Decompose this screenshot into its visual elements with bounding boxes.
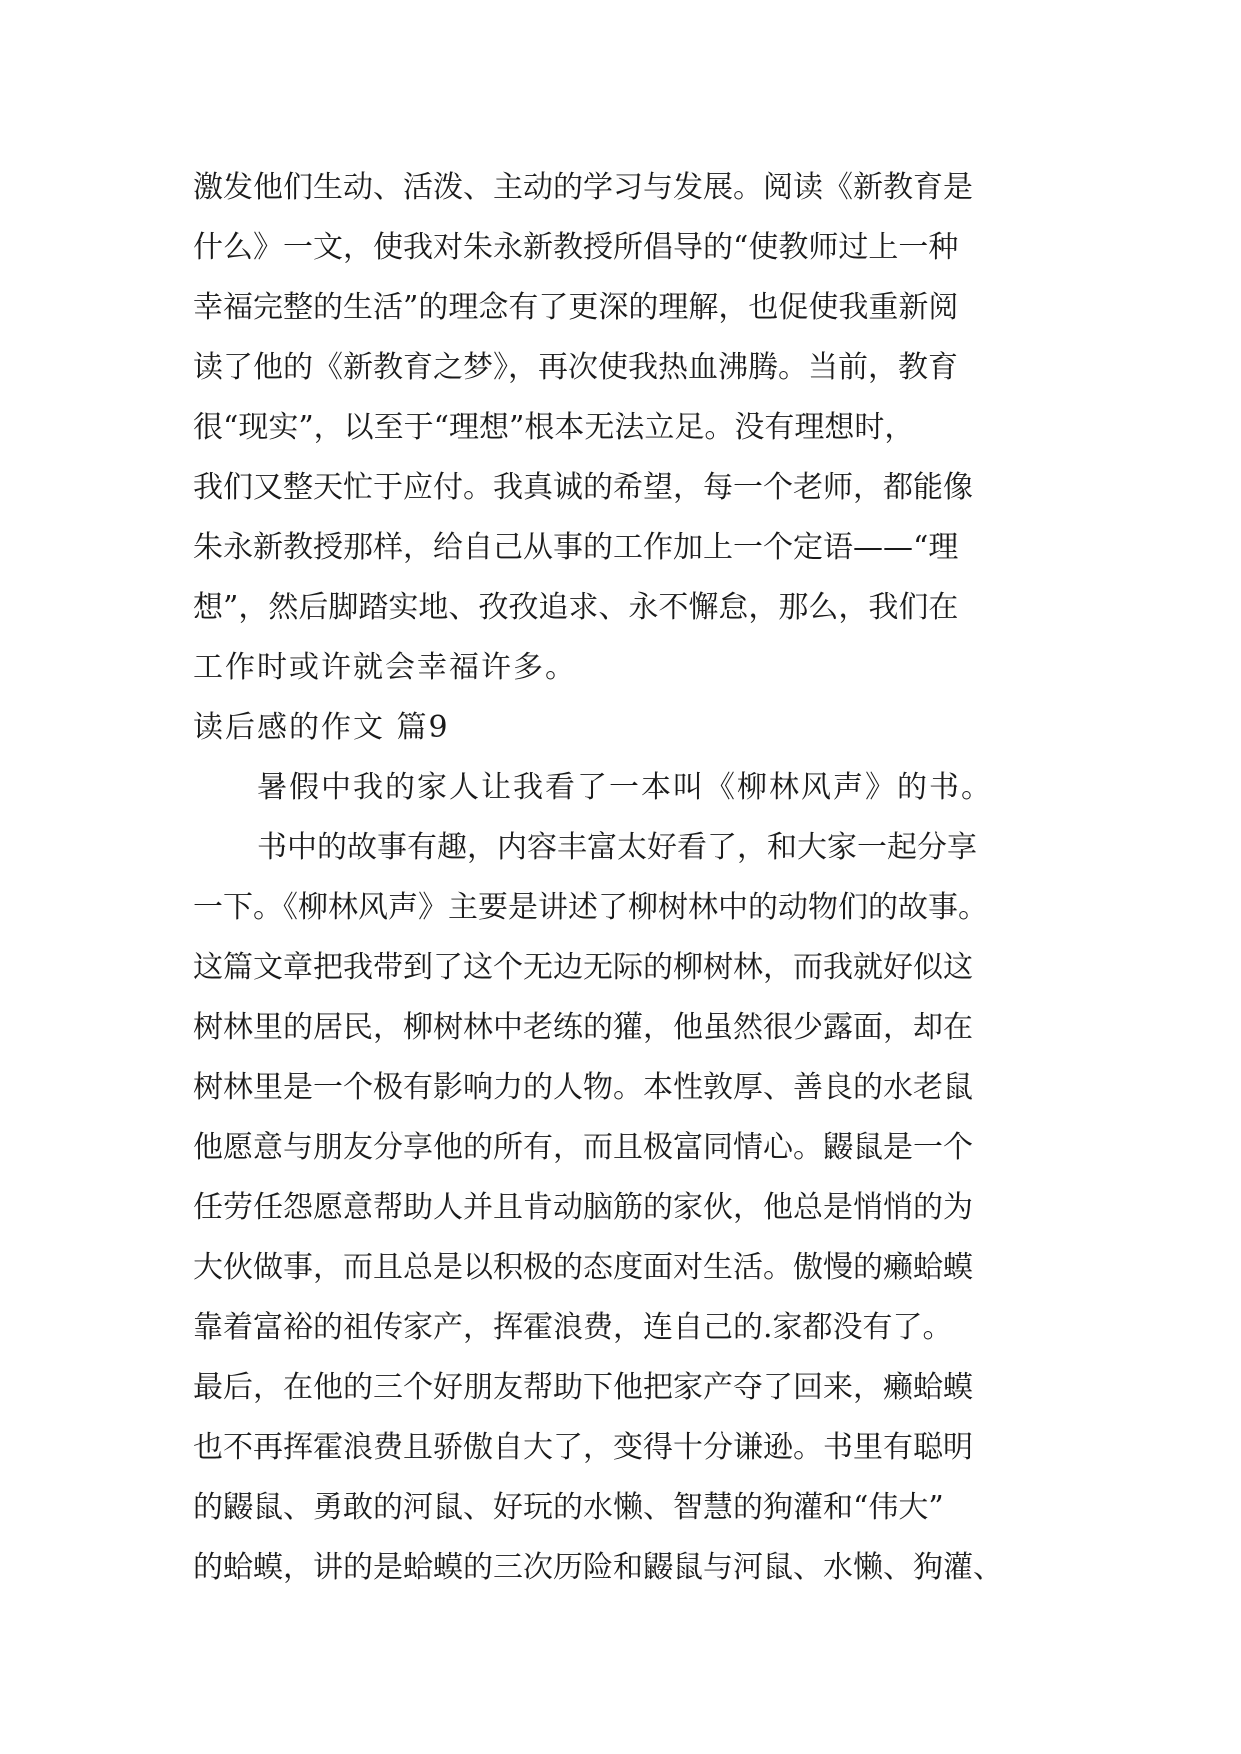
text-line: 也不再挥霍浪费且骄傲自大了，变得十分谦逊。书里有聪明 [193, 1430, 973, 1465]
text-line: 书中的故事有趣，内容丰富太好看了，和大家一起分享 [257, 830, 977, 865]
text-line: 最后，在他的三个好朋友帮助下他把家产夺了回来，癞蛤蟆 [193, 1370, 973, 1405]
text-line: 一下。《柳林风声》主要是讲述了柳树林中的动物们的故事。 [193, 890, 988, 925]
text-line: 幸福完整的生活”的理念有了更深的理解，也促使我重新阅 [193, 290, 959, 325]
text-line: 工作时或许就会幸福许多。 [193, 650, 577, 685]
body-text [193, 158, 1063, 1598]
text-line: 靠着富裕的祖传家产，挥霍浪费，连自己的.家都没有了。 [193, 1310, 953, 1345]
text-line: 的鼹鼠、勇敢的河鼠、好玩的水懒、智慧的狗灌和“伟大” [193, 1490, 944, 1525]
text-line: 树林里的居民，柳树林中老练的獾，他虽然很少露面，却在 [193, 1010, 973, 1045]
text-line: 什么》一文，使我对朱永新教授所倡导的“使教师过上一种 [193, 230, 959, 265]
section-heading: 读后感的作文 篇9 [193, 710, 450, 745]
text-line: 他愿意与朋友分享他的所有，而且极富同情心。鼹鼠是一个 [193, 1130, 973, 1165]
text-line: 大伙做事，而且总是以积极的态度面对生活。傲慢的癞蛤蟆 [193, 1250, 973, 1285]
text-line: 很“现实”，以至于“理想”根本无法立足。没有理想时， [193, 410, 915, 445]
text-line: 任劳任怨愿意帮助人并且肯动脑筋的家伙，他总是悄悄的为 [193, 1190, 973, 1225]
text-line: 暑假中我的家人让我看了一本叫《柳林风声》的书。 [257, 770, 993, 805]
text-line: 读了他的《新教育之梦》，再次使我热血沸腾。当前，教育 [193, 350, 958, 385]
text-line: 的蛤蟆，讲的是蛤蟆的三次历险和鼹鼠与河鼠、水懒、狗灌、 [193, 1550, 1003, 1585]
text-line: 这篇文章把我带到了这个无边无际的柳树林，而我就好似这 [193, 950, 973, 985]
text-line: 激发他们生动、活泼、主动的学习与发展。阅读《新教育是 [193, 170, 973, 205]
text-line: 我们又整天忙于应付。我真诚的希望，每一个老师，都能像 [193, 470, 973, 505]
text-line: 朱永新教授那样，给自己从事的工作加上一个定语——“理 [193, 530, 959, 565]
text-line: 想”，然后脚踏实地、孜孜追求、永不懈怠，那么，我们在 [193, 590, 959, 625]
text-line: 树林里是一个极有影响力的人物。本性敦厚、善良的水老鼠 [193, 1070, 973, 1105]
